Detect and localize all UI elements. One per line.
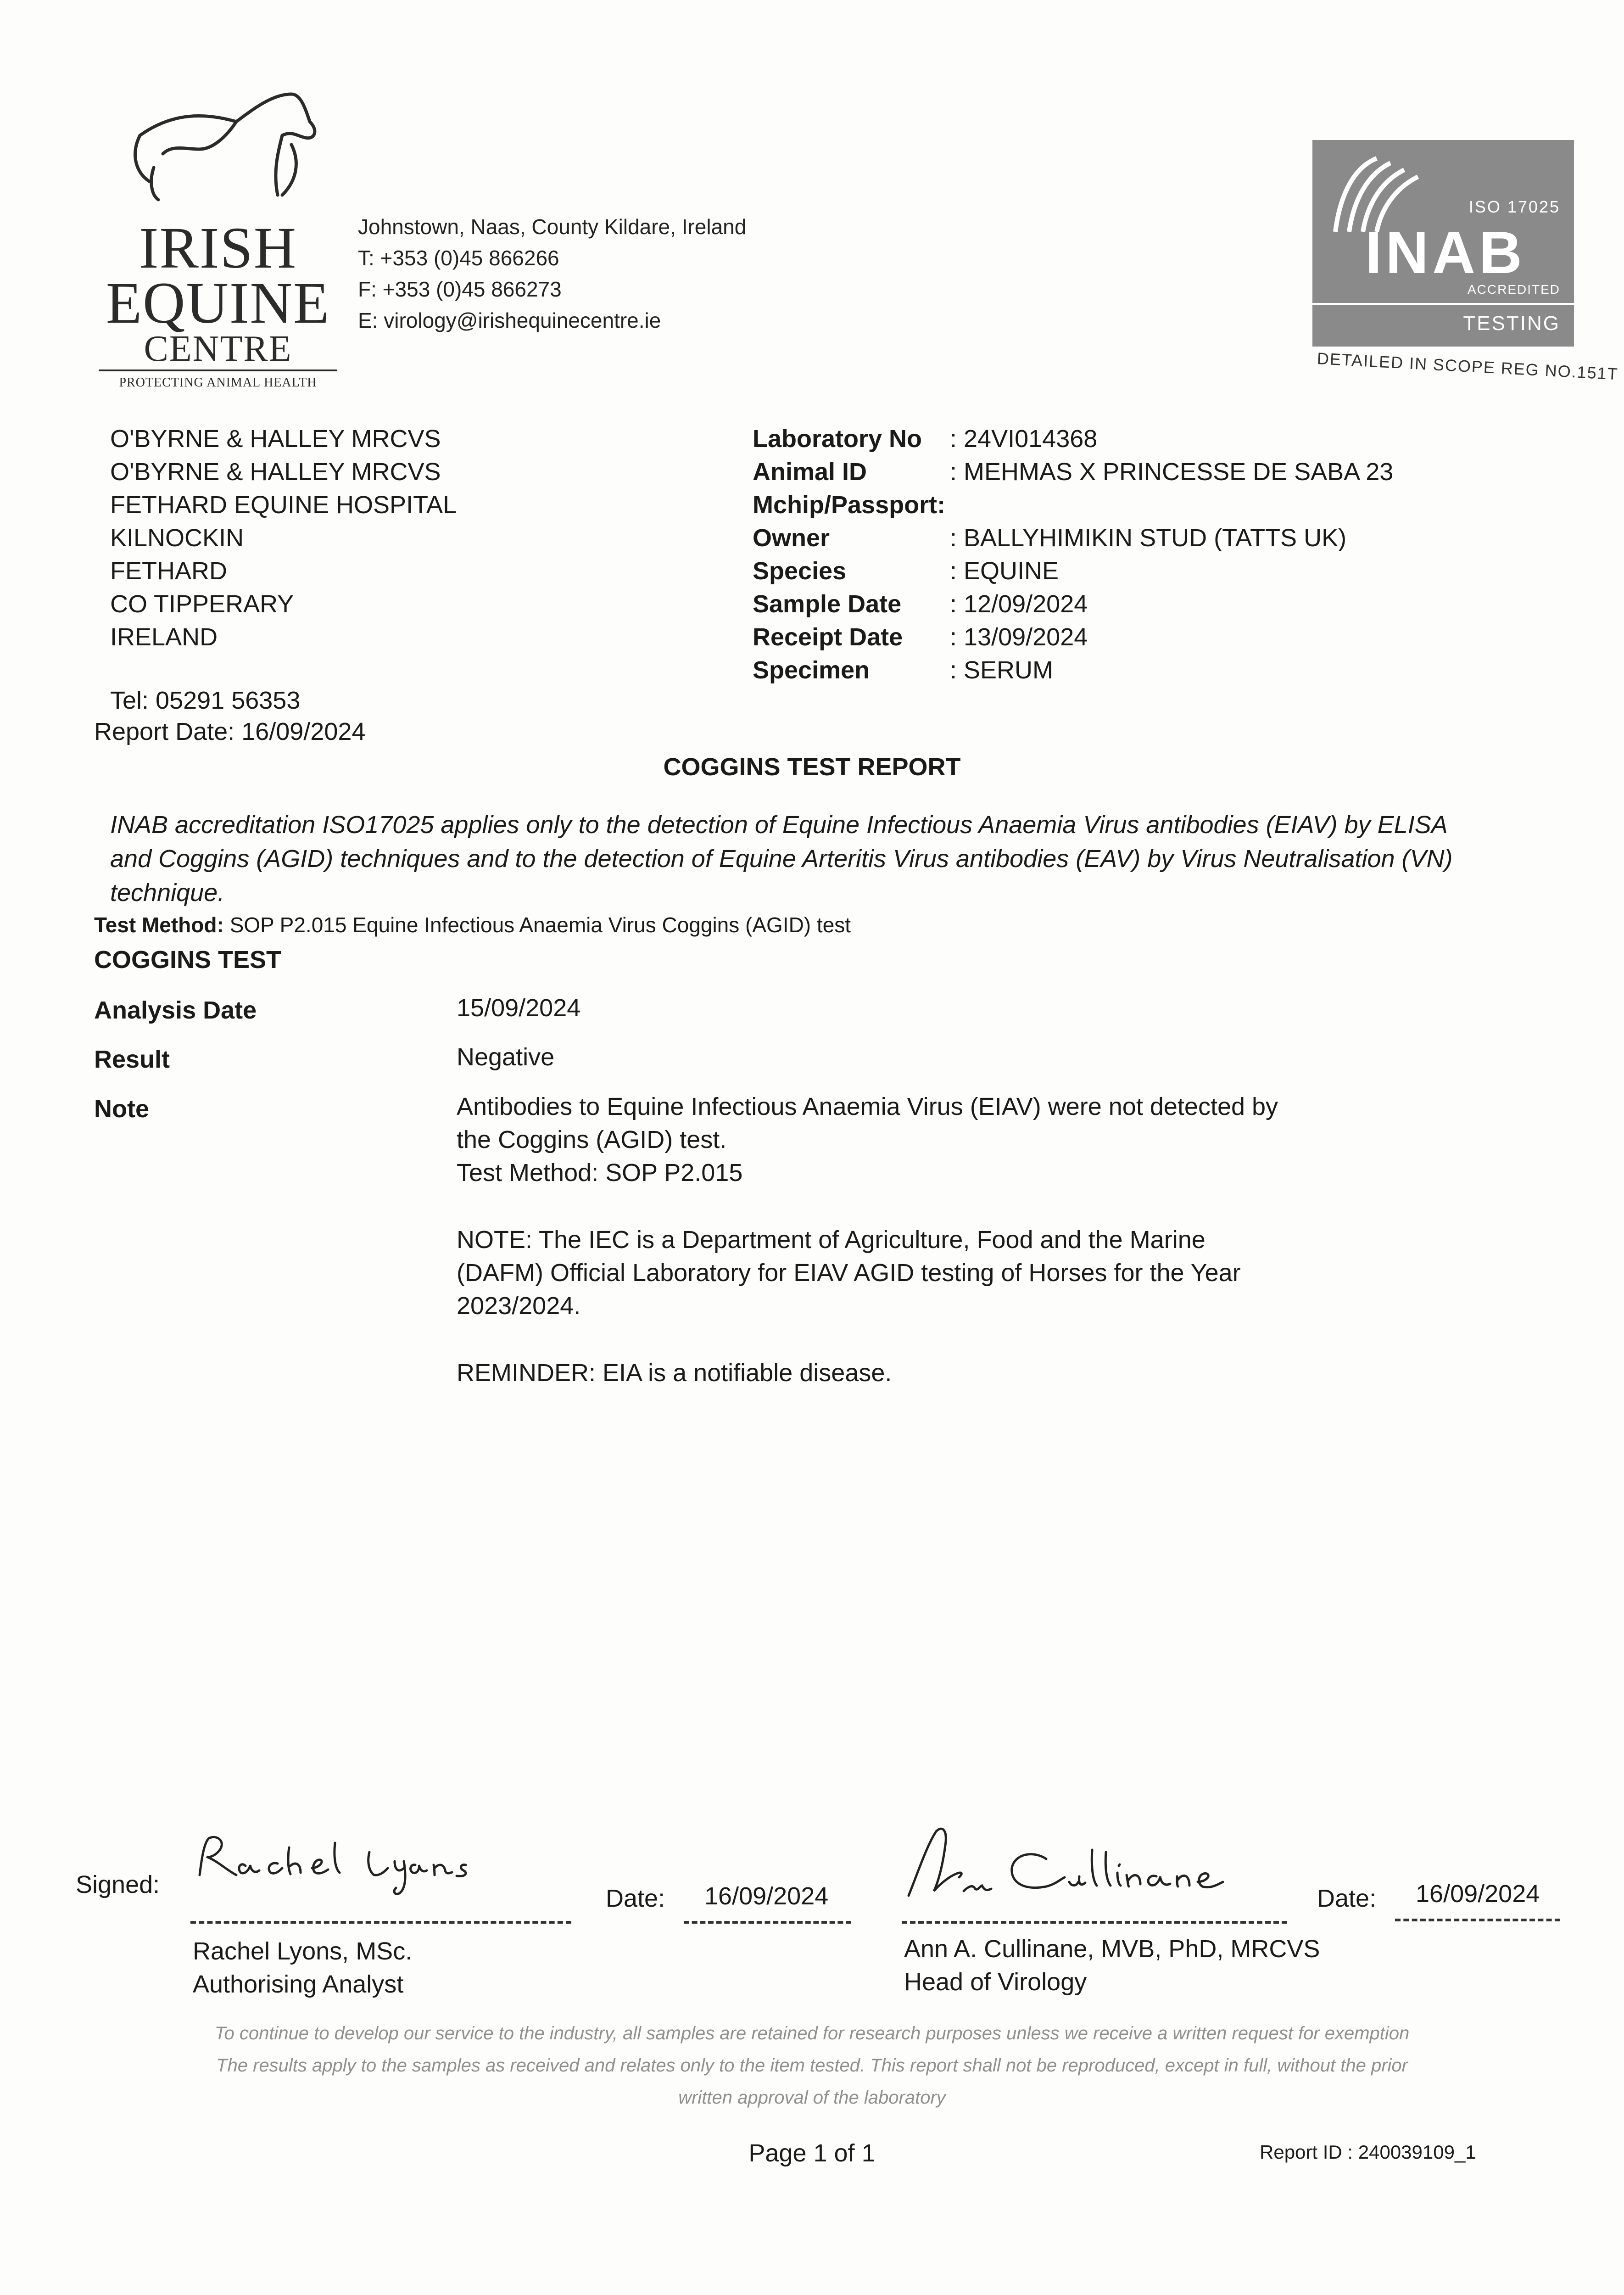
inab-accreditation-badge — [1312, 140, 1574, 347]
note-line: 2023/2024. — [457, 1292, 581, 1320]
contact-block — [358, 211, 746, 336]
footer-line: To continue to develop our service to the industry, all samples are retained for research purposes unless we receive a written request for exemption — [214, 2023, 1410, 2043]
accreditation-line: and Coggins (AGID) techniques and to the detection of Equine Arteritis Virus antibodies (EAV) by Virus Neutralisation (VN) — [110, 845, 1453, 873]
analysis-date-label: Analysis Date — [94, 996, 257, 1024]
signatory-right-role: Head of Virology — [904, 1968, 1087, 1996]
recipient-tel: Tel: 05291 56353 — [110, 687, 301, 714]
address-line: FETHARD EQUINE HOSPITAL — [110, 491, 457, 519]
info-value: : SERUM — [950, 656, 1054, 684]
signature-line-left — [190, 1921, 571, 1924]
info-value: : MEHMAS X PRINCESSE DE SABA 23 — [950, 458, 1394, 486]
irish-equine-centre-logo — [99, 80, 337, 402]
report-date: Report Date: 16/09/2024 — [94, 718, 366, 745]
inab-divider — [1312, 303, 1574, 305]
note-line: Antibodies to Equine Infectious Anaemia Virus (EIAV) were not detected by — [457, 1093, 1278, 1120]
report-title: COGGINS TEST REPORT — [663, 753, 961, 781]
signatory-right — [904, 1932, 1320, 1998]
signatory-right-name: Ann A. Cullinane, MVB, PhD, MRCVS — [904, 1935, 1320, 1963]
info-label: Mchip/Passport: — [753, 491, 946, 519]
note-reminder: REMINDER: EIA is a notifiable disease. — [457, 1359, 892, 1387]
info-label: Sample Date — [753, 590, 902, 618]
result-value: Negative — [457, 1043, 555, 1071]
note-line: (DAFM) Official Laboratory for EIAV AGID testing of Horses for the Year — [457, 1259, 1241, 1287]
note-line: NOTE: The IEC is a Department of Agriculture, Food and the Marine — [457, 1226, 1205, 1254]
info-label: Species — [753, 557, 847, 585]
address-line: IRELAND — [110, 623, 218, 651]
logo-tagline: PROTECTING ANIMAL HEALTH — [99, 369, 337, 394]
result-label: Result — [94, 1046, 170, 1073]
report-id: Report ID : 240039109_1 — [1260, 2141, 1476, 2163]
date-label-left: Date: — [606, 1885, 665, 1912]
date-line-right — [1395, 1919, 1560, 1921]
logo-word-centre: CENTRE — [144, 329, 292, 369]
address-line: CO TIPPERARY — [110, 590, 294, 618]
note-paragraph-1 — [457, 1090, 1328, 1189]
contact-email[interactable]: E: virology@irishequinecentre.ie — [358, 308, 661, 332]
footer-line: The results apply to the samples as received and relates only to the item tested. This report shall not be reproduced, except in full, without the prior — [216, 2055, 1408, 2076]
note-paragraph-2 — [457, 1223, 1328, 1322]
recipient-address — [110, 422, 457, 654]
info-value: : EQUINE — [950, 557, 1059, 585]
test-method-line — [94, 911, 851, 939]
footer-disclaimer — [0, 2017, 1624, 2114]
info-label: Owner — [753, 524, 830, 552]
date-value-right: 16/09/2024 — [1416, 1880, 1540, 1908]
contact-fax: F: +353 (0)45 866273 — [358, 277, 562, 301]
logo-word-equine: EQUINE — [106, 270, 330, 336]
inab-scope-text: DETAILED IN SCOPE REG NO.151T — [1316, 349, 1619, 384]
accreditation-statement — [110, 808, 1496, 910]
info-value: : 24VI014368 — [950, 425, 1098, 453]
logo-word-irish: IRISH — [139, 215, 297, 280]
info-value: : 12/09/2024 — [950, 590, 1088, 618]
address-line: FETHARD — [110, 557, 227, 585]
address-line: O'BYRNE & HALLEY MRCVS — [110, 458, 441, 486]
signatory-left-name: Rachel Lyons, MSc. — [193, 1937, 413, 1965]
address-line: KILNOCKIN — [110, 524, 244, 552]
address-line: O'BYRNE & HALLEY MRCVS — [110, 425, 441, 453]
info-label: Specimen — [753, 656, 870, 684]
signatory-left — [193, 1935, 412, 2001]
test-method-label: Test Method: — [94, 913, 224, 937]
inab-accredited-label: ACCREDITED — [1467, 282, 1560, 297]
note-line: the Coggins (AGID) test. — [457, 1126, 727, 1153]
contact-address: Johnstown, Naas, County Kildare, Ireland — [358, 215, 747, 239]
signed-label: Signed: — [76, 1871, 160, 1898]
footer-line: written approval of the laboratory — [678, 2088, 946, 2108]
inab-testing-label: TESTING — [1463, 312, 1560, 335]
signature-ann-cullinane — [899, 1818, 1257, 1905]
info-label: Animal ID — [753, 458, 867, 486]
info-label: Receipt Date — [753, 623, 903, 651]
inab-iso-label: ISO 17025 — [1468, 197, 1560, 216]
note-label: Note — [94, 1095, 149, 1123]
date-line-left — [684, 1921, 851, 1924]
test-method-value: SOP P2.015 Equine Infectious Anaemia Virus Coggins (AGID) test — [223, 913, 851, 937]
accreditation-line: technique. — [110, 879, 225, 907]
inab-name: INAB — [1365, 219, 1526, 286]
info-label: Laboratory No — [753, 425, 922, 453]
accreditation-line: INAB accreditation ISO17025 applies only to the detection of Equine Infectious Anaemia Virus antibodies (EIAV) by ELISA — [110, 811, 1448, 839]
info-value: : BALLYHIMIKIN STUD (TATTS UK) — [950, 524, 1347, 552]
contact-phone: T: +353 (0)45 866266 — [358, 246, 559, 270]
info-value: : 13/09/2024 — [950, 623, 1088, 651]
signature-line-right — [902, 1921, 1287, 1924]
section-title: COGGINS TEST — [94, 946, 282, 974]
note-line: Test Method: SOP P2.015 — [457, 1159, 743, 1187]
analysis-date-value: 15/09/2024 — [457, 994, 581, 1022]
date-value-left: 16/09/2024 — [704, 1882, 829, 1910]
signatory-left-role: Authorising Analyst — [193, 1970, 404, 1998]
page-number: Page 1 of 1 — [748, 2139, 876, 2167]
signature-rachel-lyons — [190, 1825, 521, 1898]
horse-logo-icon — [99, 80, 337, 218]
date-label-right: Date: — [1317, 1885, 1377, 1912]
